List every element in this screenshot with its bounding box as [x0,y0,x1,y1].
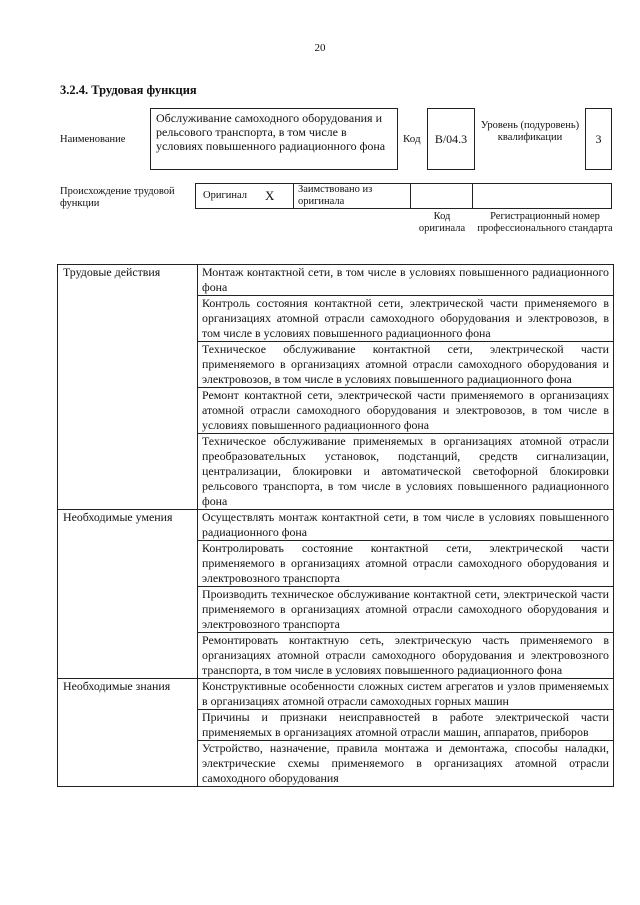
section-header: Необходимые умения [58,510,198,679]
original-mark: X [265,188,275,203]
table-row [58,265,614,296]
page-number: 20 [314,42,326,54]
table-row [58,679,614,710]
requirement-item: Техническое обслуживание применяемых в организациях атомной отрасли преобразовательных установок, подстанций, средств сигнализации, централизации, блокировки и автоматической светофорной блокировки рельсового транспорта, в том числе в условиях повышенного радиационного фона [198,434,614,510]
registration-number-cell [473,184,611,208]
section-title: 3.2.4. Трудовая функция [60,83,197,97]
labor-function-table [57,264,614,787]
level-value: 3 [595,131,602,146]
requirement-item: Причины и признаки неисправностей в работе электрической части применяемых в организациях атомной отрасли машин, аппаратов, приборов [198,710,614,741]
original-code-cell [411,184,473,208]
requirement-item: Производить техническое обслуживание контактной сети, электрической части применяемого в организациях атомной отрасли самоходного оборудования и электровозного транспорта [198,587,614,633]
requirement-item: Осуществлять монтаж контактной сети, в том числе в условиях повышенного радиационного фона [198,510,614,541]
requirement-item: Монтаж контактной сети, в том числе в условиях повышенного радиационного фона [198,265,614,296]
table-row [58,510,614,541]
requirement-item: Ремонтировать контактную сеть, электрическую часть применяемого в организациях атомной отрасли самоходного оборудования и электровозного транспорта, в том числе в условиях повышенного радиационного фона [198,633,614,679]
code-value: B/04.3 [434,131,468,146]
function-name-box [150,108,398,170]
requirement-item: Техническое обслуживание контактной сети, электрической части применяемого в организациях атомной отрасли самоходного оборудования и электровозов, в том числе в условиях повышенного радиационного фона [198,342,614,388]
name-label: Наименование [60,134,126,145]
original-cell [196,184,294,208]
borrowed-cell [294,184,411,208]
requirement-item: Контролировать состояние контактной сети, электрической части применяемого в организациях атомной отрасли самоходного оборудования и электровозного транспорта [198,541,614,587]
original-label: Оригинал [203,190,247,201]
requirement-item: Конструктивные особенности сложных систем агрегатов и узлов применяемых в организациях атомной отрасли самоходных горных машин [198,679,614,710]
section-header: Трудовые действия [58,265,198,510]
borrowed-label: Заимствовано из оригинала [298,184,373,207]
code-caption: Код оригинала [418,211,466,234]
section-header: Необходимые знания [58,679,198,787]
requirement-item: Ремонт контактной сети, электрической части применяемого в организациях атомной отрасли самоходного оборудования и электровозов, в том числе в условиях повышенного радиационного фона [198,388,614,434]
function-name: Обслуживание самоходного оборудования и рельсового транспорта, в том числе в условиях повышенного радиационного фона [156,111,386,153]
level-label: Уровень (подуровень) квалификации [480,120,580,143]
code-label: Код [403,133,421,145]
origin-label: Происхождение трудовой функции [60,186,175,209]
requirement-item: Контроль состояния контактной сети, электрической части применяемого в организациях атомной отрасли самоходного оборудования и электровозов, в том числе в условиях повышенного радиационного фона [198,296,614,342]
registration-caption: Регистрационный номер профессионального стандарта [477,211,613,234]
level-box [585,108,612,170]
origin-table [195,183,612,209]
code-box [427,108,475,170]
requirement-item: Устройство, назначение, правила монтажа и демонтажа, способы наладки, электрические схемы применяемого в организациях атомной отрасли самоходного оборудования [198,741,614,787]
